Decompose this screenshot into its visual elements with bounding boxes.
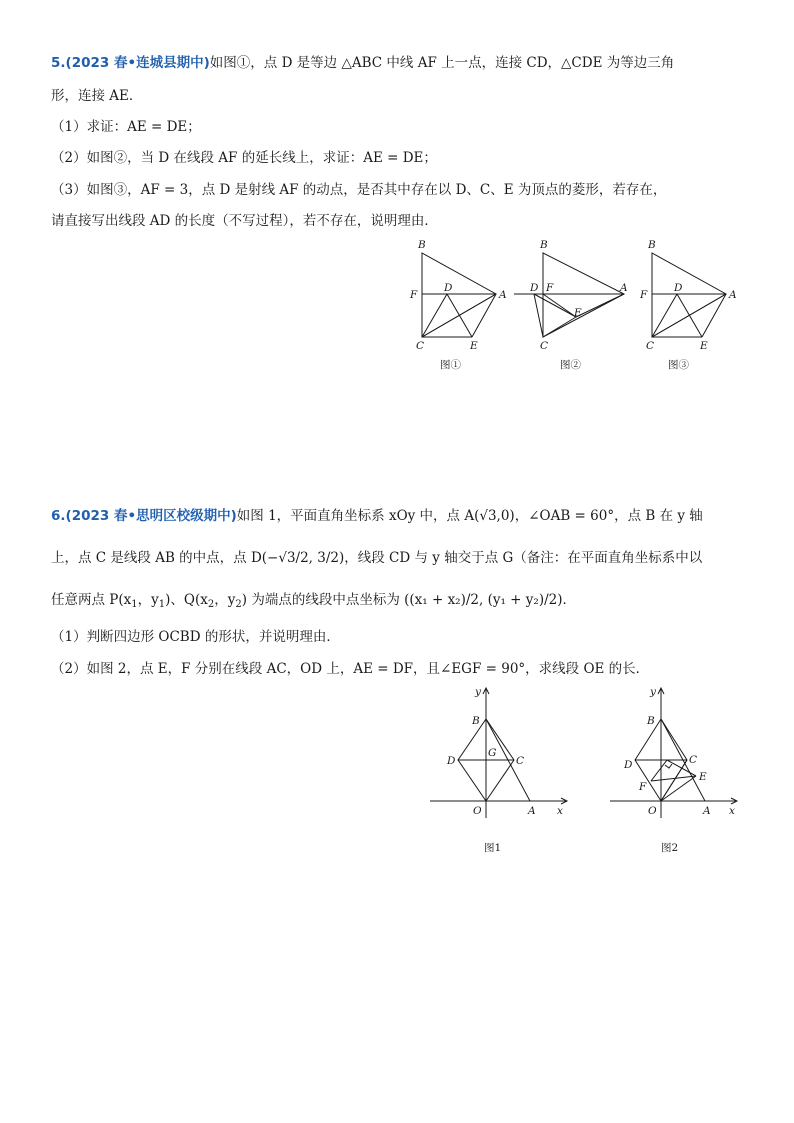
q5-number: 5. [51,55,66,71]
label-e: E [700,340,708,352]
label-d: D [530,282,539,294]
segment-cd [422,294,447,337]
label-b: B [418,239,426,251]
q6-figure-2 [605,683,755,858]
subscript: 1 [131,599,138,610]
q5-part-2: （2）如图②，当 D 在线段 AF 的延长线上，求证：AE = DE； [51,150,437,166]
label-g: G [488,747,497,759]
q6-line-3-d: ，y [214,592,236,608]
label-e: E [470,340,478,352]
label-c: C [416,340,425,352]
caption: 图③ [668,359,689,371]
q6-line-3-c: )、Q(x [165,592,208,608]
label-f: F [410,289,418,301]
label-a: A [499,289,507,301]
label-o: O [473,805,482,817]
label-a: A [703,805,711,817]
q6-line-3-a: 任意两点 P(x [51,592,132,608]
q6-line-3-b: ，y [137,592,159,608]
label-d: D [447,755,456,767]
triangle-abc [543,253,624,337]
label-c: C [516,755,525,767]
label-y: y [475,686,481,698]
q6-number: 6. [51,508,66,524]
label-b: B [472,715,480,727]
triangle-abc [652,253,726,337]
label-c: C [646,340,655,352]
label-x: x [557,805,563,817]
q6-line-3-e: ) 为端点的线段中点坐标为 ((x₁ + x₂)/2, (y₁ + y₂)/2)． [241,592,576,608]
q5-stem-a: 如图①，点 D 是等边 △ABC 中线 AF 上一点，连接 CD，△CDE 为等边三角 [209,55,675,71]
subscript: 2 [235,599,242,610]
q5-part-1: （1）求证：AE = DE； [51,119,201,135]
label-f: F [639,781,647,793]
segment-ce-diag [422,294,496,337]
label-f: F [640,289,648,301]
label-c: C [540,340,549,352]
q5-figure-3 [630,230,750,380]
label-d: D [624,759,633,771]
segment-ce [543,317,576,337]
triangle-abc [422,253,496,337]
label-e: E [699,771,707,783]
q5-figure-1 [400,230,510,380]
q5-figure-2 [510,230,640,380]
q5-part-3-a: （3）如图③，AF = 3，点 D 是射线 AF 的动点，是否其中存在以 D、C、E 为顶点的菱形，若存在， [51,182,667,198]
caption: 图1 [484,842,502,854]
segment-fe [543,294,576,317]
q6-source: (2023 春•思明区校级期中) [65,508,237,524]
q6-part-2: （2）如图 2，点 E，F 分别在线段 AC，OD 上，AE = DF，且∠EGF = 90°，求线段 OE 的长． [51,661,650,677]
label-d: D [444,282,453,294]
q5-line-1 [51,53,751,73]
segment-cd [652,294,677,337]
subscript: 1 [158,599,166,610]
segment-gf [651,760,667,781]
label-x: x [729,805,735,817]
q6-line-1-text: 如图 1，平面直角坐标系 xOy 中，点 A(√3,0)，∠OAB = 60°，点 B 在 y 轴 [236,508,703,524]
label-a: A [729,289,737,301]
label-f: F [546,282,554,294]
segment-dc [534,294,543,337]
label-b: B [540,239,548,251]
segment-de [534,294,576,317]
q5-part-3-b: 请直接写出线段 AD 的长度（不写过程），若不存在，说明理由． [51,213,438,229]
label-y: y [650,686,656,698]
segment-oc [661,760,687,801]
right-angle-mark [665,764,672,768]
caption: 图① [440,359,461,371]
label-d: D [674,282,683,294]
caption: 图② [560,359,581,371]
q6-part-1: （1）判断四边形 OCBD 的形状，并说明理由． [51,629,340,645]
label-o: O [648,805,657,817]
q5-stem-b: 形，连接 AE． [51,88,143,104]
q6-line-1 [51,506,751,526]
label-c: C [689,754,698,766]
subscript: 2 [207,599,215,610]
label-b: B [648,239,656,251]
label-a: A [528,805,536,817]
q5-source: (2023 春•连城县期中) [65,55,210,71]
segment-ce-diag [652,294,726,337]
q6-figure-1 [425,683,575,858]
q6-line-2: 上，点 C 是线段 AB 的中点，点 D(−√3/2, 3/2)，线段 CD 与 y 轴交于点 G（备注：在平面直角坐标系中以 [51,550,703,566]
segment-ae [576,294,624,317]
label-b: B [647,715,655,727]
label-e: E [574,307,582,319]
label-a: A [620,282,628,294]
caption: 图2 [661,842,679,854]
q6-line-3 [51,590,751,615]
